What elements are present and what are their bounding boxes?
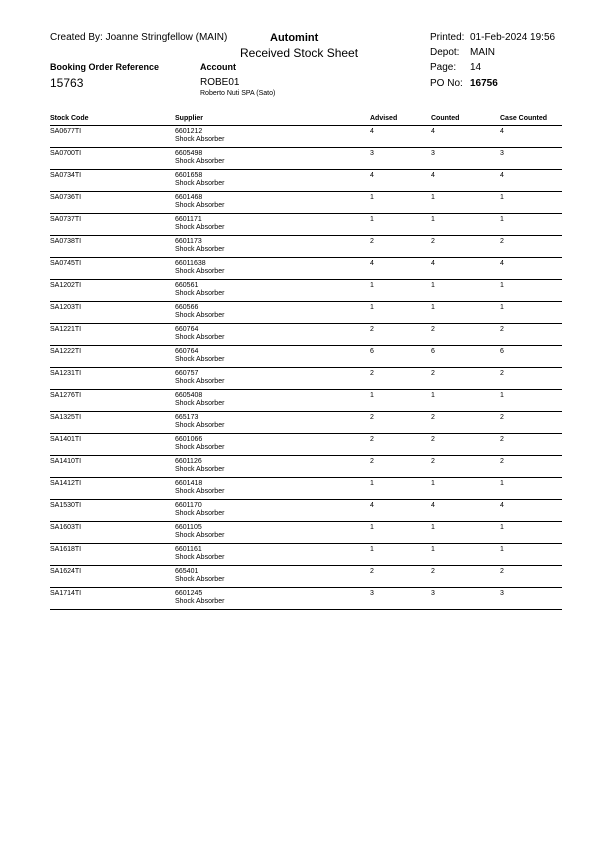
table-body bbox=[50, 126, 562, 610]
column-stock-code: Stock Code bbox=[50, 115, 89, 122]
counted-qty: 1 bbox=[431, 194, 435, 201]
counted-qty: 1 bbox=[431, 216, 435, 223]
advised-qty: 1 bbox=[370, 392, 374, 399]
table-header bbox=[50, 114, 562, 126]
case-counted-qty: 1 bbox=[500, 546, 504, 553]
stock-code: SA1618TI bbox=[50, 546, 82, 553]
stock-code: SA0677TI bbox=[50, 128, 82, 135]
advised-qty: 1 bbox=[370, 546, 374, 553]
advised-qty: 2 bbox=[370, 436, 374, 443]
supplier-code: 6601245 bbox=[175, 590, 203, 597]
table-row bbox=[50, 390, 562, 412]
table-row bbox=[50, 236, 562, 258]
stock-code: SA1325TI bbox=[50, 414, 82, 421]
supplier-code: 665173 bbox=[175, 414, 199, 421]
table-row bbox=[50, 302, 562, 324]
stock-code: SA0745TI bbox=[50, 260, 82, 267]
advised-qty: 1 bbox=[370, 216, 374, 223]
supplier-code: 6601170 bbox=[175, 502, 202, 509]
advised-qty: 2 bbox=[370, 414, 374, 421]
po-number: 16756 bbox=[470, 78, 498, 89]
stock-code: SA1603TI bbox=[50, 524, 82, 531]
advised-qty: 2 bbox=[370, 370, 374, 377]
advised-qty: 1 bbox=[370, 282, 374, 289]
advised-qty: 6 bbox=[370, 348, 374, 355]
stock-code: SA1530TI bbox=[50, 502, 82, 509]
advised-qty: 2 bbox=[370, 568, 374, 575]
supplier-code: 6601658 bbox=[175, 172, 203, 179]
item-description: Shock Absorber bbox=[175, 466, 225, 473]
advised-qty: 1 bbox=[370, 524, 374, 531]
case-counted-qty: 2 bbox=[500, 326, 504, 333]
case-counted-qty: 2 bbox=[500, 414, 504, 421]
stock-code: SA1401TI bbox=[50, 436, 82, 443]
page-number: 14 bbox=[470, 62, 482, 73]
item-description: Shock Absorber bbox=[175, 400, 225, 407]
stock-code: SA0738TI bbox=[50, 238, 82, 245]
item-description: Shock Absorber bbox=[175, 312, 225, 319]
counted-qty: 1 bbox=[431, 524, 435, 531]
case-counted-qty: 1 bbox=[500, 392, 504, 399]
advised-qty: 2 bbox=[370, 458, 374, 465]
case-counted-qty: 4 bbox=[500, 172, 504, 179]
counted-qty: 3 bbox=[431, 590, 435, 597]
item-description: Shock Absorber bbox=[175, 290, 225, 297]
booking-reference-value: 15763 bbox=[50, 76, 84, 90]
counted-qty: 2 bbox=[431, 568, 435, 575]
stock-code: SA1203TI bbox=[50, 304, 82, 311]
table-row bbox=[50, 588, 562, 610]
case-counted-qty: 1 bbox=[500, 216, 504, 223]
table-row bbox=[50, 346, 562, 368]
case-counted-qty: 6 bbox=[500, 348, 504, 355]
supplier-code: 6601468 bbox=[175, 194, 203, 201]
supplier-code: 6601418 bbox=[175, 480, 203, 487]
stock-code: SA1412TI bbox=[50, 480, 82, 487]
table-row bbox=[50, 192, 562, 214]
column-advised: Advised bbox=[370, 115, 398, 122]
case-counted-qty: 2 bbox=[500, 370, 504, 377]
stock-code: SA1221TI bbox=[50, 326, 82, 333]
item-description: Shock Absorber bbox=[175, 488, 225, 495]
item-description: Shock Absorber bbox=[175, 268, 225, 275]
stock-table bbox=[50, 114, 562, 610]
item-description: Shock Absorber bbox=[175, 422, 225, 429]
table-row bbox=[50, 434, 562, 456]
stock-code: SA1202TI bbox=[50, 282, 82, 289]
table-row bbox=[50, 258, 562, 280]
supplier-code: 665401 bbox=[175, 568, 199, 575]
supplier-code: 660566 bbox=[175, 304, 199, 311]
case-counted-qty: 4 bbox=[500, 128, 504, 135]
case-counted-qty: 1 bbox=[500, 480, 504, 487]
stock-code: SA0737TI bbox=[50, 216, 82, 223]
case-counted-qty: 4 bbox=[500, 502, 504, 509]
counted-qty: 2 bbox=[431, 238, 435, 245]
item-description: Shock Absorber bbox=[175, 224, 225, 231]
counted-qty: 2 bbox=[431, 370, 435, 377]
advised-qty: 3 bbox=[370, 150, 374, 157]
stock-code: SA0700TI bbox=[50, 150, 82, 157]
item-description: Shock Absorber bbox=[175, 532, 225, 539]
counted-qty: 1 bbox=[431, 480, 435, 487]
advised-qty: 1 bbox=[370, 304, 374, 311]
counted-qty: 2 bbox=[431, 458, 435, 465]
item-description: Shock Absorber bbox=[175, 356, 225, 363]
booking-reference-label: Booking Order Reference bbox=[50, 62, 160, 72]
counted-qty: 4 bbox=[431, 502, 435, 509]
column-counted: Counted bbox=[431, 115, 460, 122]
stock-code: SA1410TI bbox=[50, 458, 82, 465]
company-name: Automint bbox=[270, 32, 319, 44]
item-description: Shock Absorber bbox=[175, 334, 225, 341]
counted-qty: 1 bbox=[431, 546, 435, 553]
printed-value: 01-Feb-2024 19:56 bbox=[470, 32, 556, 43]
column-case-counted: Case Counted bbox=[500, 115, 548, 122]
item-description: Shock Absorber bbox=[175, 136, 225, 143]
supplier-code: 6601212 bbox=[175, 128, 203, 135]
supplier-code: 66011638 bbox=[175, 260, 206, 267]
item-description: Shock Absorber bbox=[175, 180, 225, 187]
item-description: Shock Absorber bbox=[175, 444, 225, 451]
table-row bbox=[50, 456, 562, 478]
depot-label: Depot: bbox=[430, 47, 460, 58]
table-row bbox=[50, 566, 562, 588]
stock-code: SA1222TI bbox=[50, 348, 82, 355]
account-code: ROBE01 bbox=[200, 77, 240, 88]
advised-qty: 4 bbox=[370, 502, 374, 509]
supplier-code: 6601173 bbox=[175, 238, 202, 245]
supplier-code: 6605408 bbox=[175, 392, 203, 399]
advised-qty: 3 bbox=[370, 590, 374, 597]
item-description: Shock Absorber bbox=[175, 202, 225, 209]
case-counted-qty: 1 bbox=[500, 282, 504, 289]
supplier-code: 6601105 bbox=[175, 524, 202, 531]
supplier-code: 6605498 bbox=[175, 150, 203, 157]
case-counted-qty: 1 bbox=[500, 524, 504, 531]
created-by: Created By: Joanne Stringfellow (MAIN) bbox=[50, 32, 228, 43]
case-counted-qty: 1 bbox=[500, 304, 504, 311]
advised-qty: 4 bbox=[370, 172, 374, 179]
table-row bbox=[50, 126, 562, 148]
case-counted-qty: 3 bbox=[500, 590, 504, 597]
item-description: Shock Absorber bbox=[175, 378, 225, 385]
counted-qty: 4 bbox=[431, 128, 435, 135]
sheet-title: Received Stock Sheet bbox=[240, 46, 359, 60]
counted-qty: 1 bbox=[431, 304, 435, 311]
advised-qty: 2 bbox=[370, 326, 374, 333]
case-counted-qty: 2 bbox=[500, 238, 504, 245]
case-counted-qty: 2 bbox=[500, 458, 504, 465]
counted-qty: 2 bbox=[431, 436, 435, 443]
depot-value: MAIN bbox=[470, 47, 495, 58]
stock-code: SA1714TI bbox=[50, 590, 82, 597]
counted-qty: 6 bbox=[431, 348, 435, 355]
table-row bbox=[50, 324, 562, 346]
counted-qty: 1 bbox=[431, 392, 435, 399]
supplier-code: 6601161 bbox=[175, 546, 202, 553]
stock-code: SA1231TI bbox=[50, 370, 82, 377]
case-counted-qty: 1 bbox=[500, 194, 504, 201]
counted-qty: 4 bbox=[431, 172, 435, 179]
table-row bbox=[50, 214, 562, 236]
table-row bbox=[50, 544, 562, 566]
account-label: Account bbox=[200, 62, 236, 72]
stock-code: SA0736TI bbox=[50, 194, 82, 201]
supplier-code: 6601066 bbox=[175, 436, 203, 443]
column-supplier: Supplier bbox=[175, 115, 204, 122]
counted-qty: 1 bbox=[431, 282, 435, 289]
advised-qty: 4 bbox=[370, 260, 374, 267]
table-row bbox=[50, 500, 562, 522]
item-description: Shock Absorber bbox=[175, 158, 225, 165]
page-label: Page: bbox=[430, 62, 457, 73]
counted-qty: 4 bbox=[431, 260, 435, 267]
supplier-code: 660561 bbox=[175, 282, 199, 289]
supplier-code: 6601126 bbox=[175, 458, 202, 465]
counted-qty: 3 bbox=[431, 150, 435, 157]
item-description: Shock Absorber bbox=[175, 246, 225, 253]
table-row bbox=[50, 148, 562, 170]
table-row bbox=[50, 368, 562, 390]
advised-qty: 2 bbox=[370, 238, 374, 245]
advised-qty: 4 bbox=[370, 128, 374, 135]
supplier-code: 660757 bbox=[175, 370, 199, 377]
advised-qty: 1 bbox=[370, 480, 374, 487]
case-counted-qty: 2 bbox=[500, 568, 504, 575]
table-row bbox=[50, 170, 562, 192]
account-name: Roberto Nuti SPA (Sato) bbox=[200, 90, 276, 97]
stock-code: SA1276TI bbox=[50, 392, 82, 399]
item-description: Shock Absorber bbox=[175, 554, 225, 561]
advised-qty: 1 bbox=[370, 194, 374, 201]
item-description: Shock Absorber bbox=[175, 510, 225, 517]
stock-code: SA0734TI bbox=[50, 172, 82, 179]
item-description: Shock Absorber bbox=[175, 598, 225, 605]
supplier-code: 660764 bbox=[175, 326, 199, 333]
table-row bbox=[50, 478, 562, 500]
case-counted-qty: 3 bbox=[500, 150, 504, 157]
supplier-code: 660764 bbox=[175, 348, 199, 355]
stock-code: SA1624TI bbox=[50, 568, 82, 575]
item-description: Shock Absorber bbox=[175, 576, 225, 583]
printed-label: Printed: bbox=[430, 32, 465, 43]
counted-qty: 2 bbox=[431, 414, 435, 421]
table-row bbox=[50, 522, 562, 544]
counted-qty: 2 bbox=[431, 326, 435, 333]
case-counted-qty: 2 bbox=[500, 436, 504, 443]
po-label: PO No: bbox=[430, 78, 463, 89]
case-counted-qty: 4 bbox=[500, 260, 504, 267]
table-row bbox=[50, 412, 562, 434]
supplier-code: 6601171 bbox=[175, 216, 202, 223]
table-row bbox=[50, 280, 562, 302]
